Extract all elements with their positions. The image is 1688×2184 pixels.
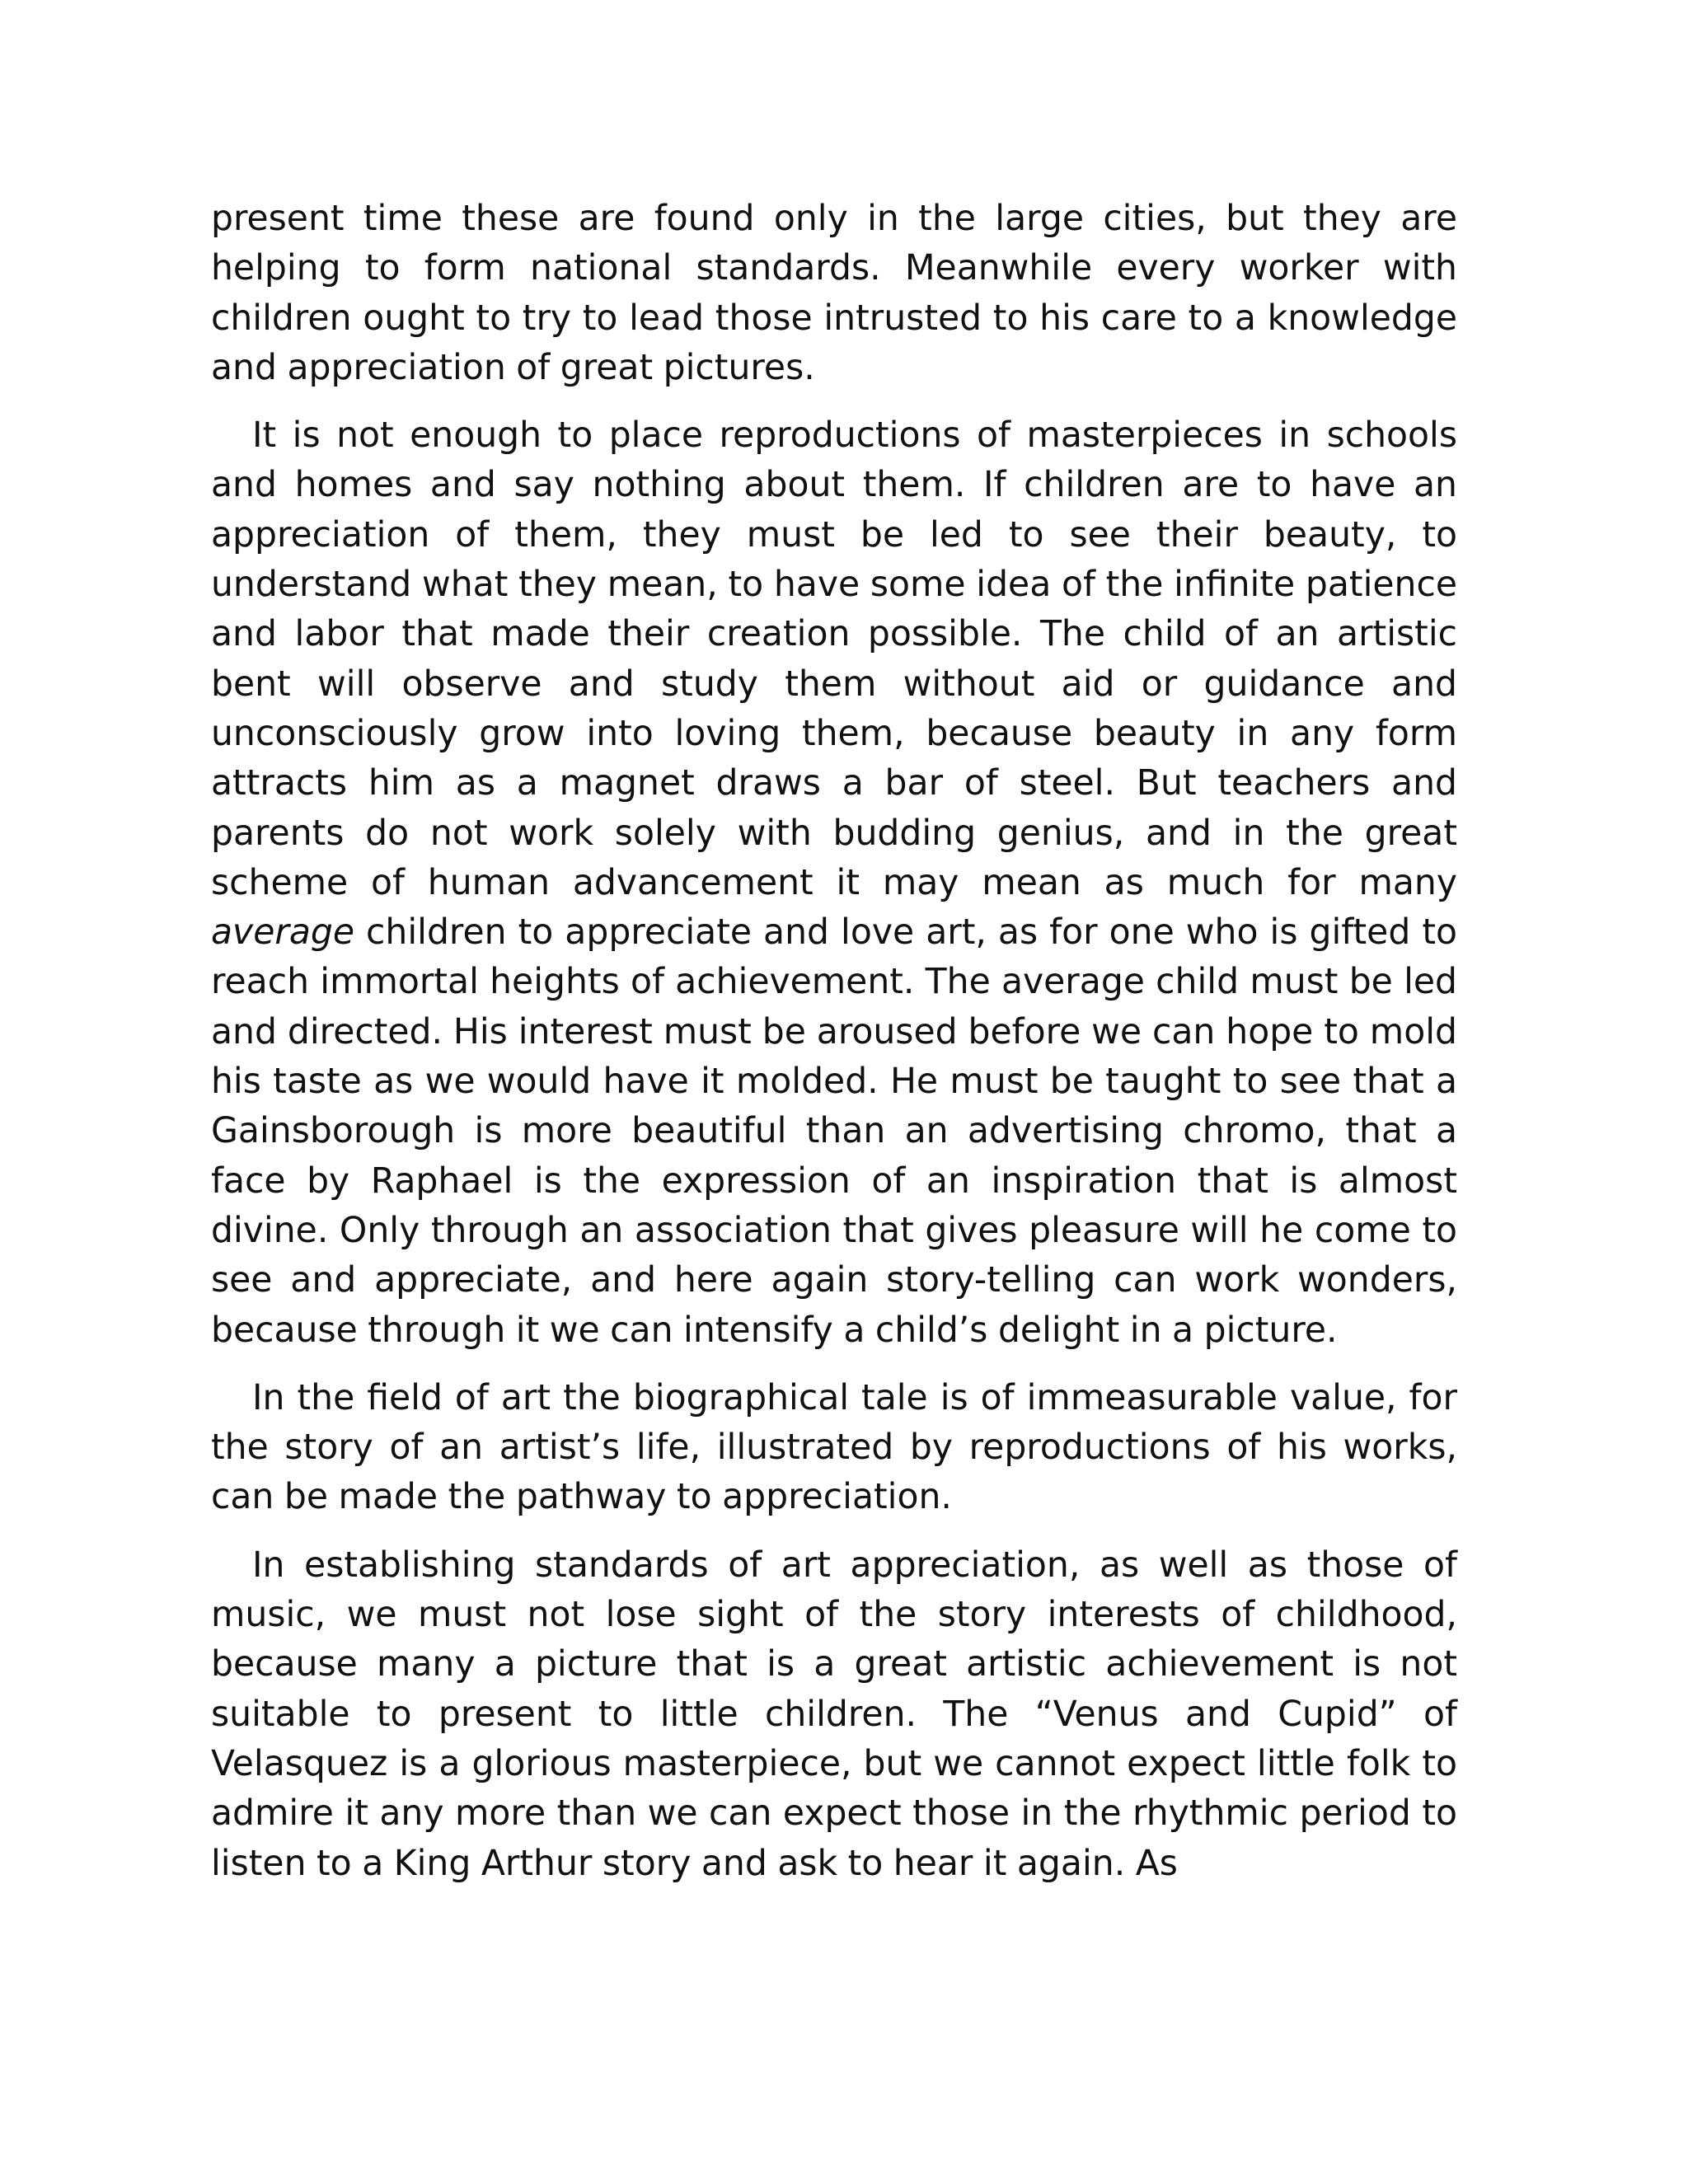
paragraph-2-text-after: children to appreciate and love art, as for one who is gifted to reach immortal heights of achievement. The average child must be led and directed. His interest must be aroused before we can hope to mold his taste as we would have it molded. He must be taught to see that a Gainsborough is more beautiful than an advertising chromo, that a face by Raphael is the expression of an inspiration that is almost divine. Only through an association that gives pleasure will he come to see and appreciate, and here again story-telling can work wonders, because through it we can intensify a child’s delight in a picture.: [211, 912, 1457, 1351]
paragraph-3-text: In the field of art the biographical tale is of immeasurable value, for the story of an artist’s life, illustrated by reproductions of his works, can be made the pathway to appreciation.: [211, 1377, 1457, 1518]
paragraph-4: [211, 1541, 1457, 1889]
paragraph-1-text: present time these are found only in the large cities, but they are helping to form national standards. Meanwhile every worker with children ought to try to lead those intrusted to his care to a knowledge and appreciation of great pictures.: [211, 199, 1457, 388]
page-body: [211, 194, 1457, 1889]
emphasized-word: average: [211, 912, 354, 954]
paragraph-1: [211, 194, 1457, 393]
paragraph-2: [211, 411, 1457, 1356]
paragraph-2-text-before: It is not enough to place reproductions of masterpieces in schools and homes and say nothing about them. If children are to have an appreciation of them, they must be led to see their beauty, to understand what they mean, to have some idea of the infinite patience and labor that made their creation possible. The child of an artistic bent will observe and study them without aid or guidance and unconsciously grow into loving them, because beauty in any form attracts him as a magnet draws a bar of steel. But teachers and parents do not work solely with budding genius, and in the great scheme of human advancement it may mean as much for many: [211, 415, 1457, 903]
paragraph-4-text: In establishing standards of art appreciation, as well as those of music, we must not lose sight of the story interests of childhood, because many a picture that is a great artistic achievement is not suitable to present to little children. The “Venus and Cupid” of Velasquez is a glorious masterpiece, but we cannot expect little folk to admire it any more than we can expect those in the rhythmic period to listen to a King Arthur story and ask to hear it again. As: [211, 1544, 1457, 1884]
paragraph-3: [211, 1374, 1457, 1523]
